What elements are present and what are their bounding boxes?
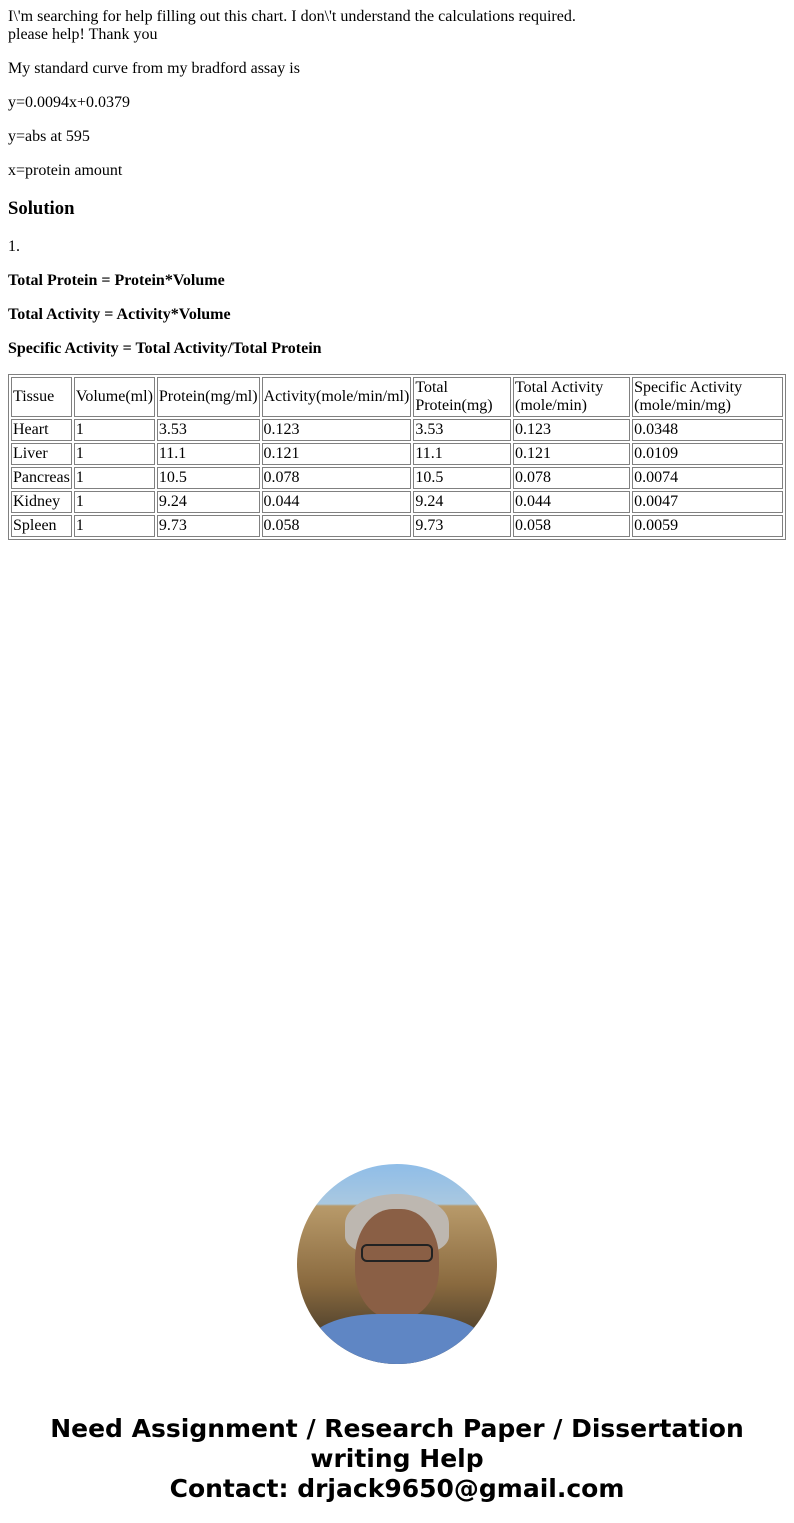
question-intro: I\'m searching for help filling out this chart. I don\'t understand the calculations required. please help! Thank you [8, 8, 576, 43]
table-cell: 1 [74, 443, 155, 465]
table-cell: 0.0074 [632, 467, 783, 489]
table-cell: 0.058 [262, 515, 412, 537]
glasses-icon [361, 1244, 433, 1262]
table-cell: 0.0109 [632, 443, 783, 465]
footer-tagline: Need Assignment / Research Paper / Dissertation writing Help [50, 1414, 744, 1473]
avatar-container [8, 1164, 786, 1364]
contact-footer [8, 1414, 786, 1504]
solution-step: 1. [8, 238, 20, 255]
table-cell: Pancreas [11, 467, 72, 489]
table-cell: Heart [11, 419, 72, 441]
table-cell: Protein(mg/ml) [157, 377, 260, 417]
table-cell: Total Protein(mg) [413, 377, 511, 417]
formula-specific-activity: Specific Activity = Total Activity/Total Protein [8, 340, 322, 357]
table-cell: 0.044 [262, 491, 412, 513]
x-definition: x=protein amount [8, 162, 123, 179]
table-cell: 0.078 [262, 467, 412, 489]
footer-contact: Contact: drjack9650@gmail.com [169, 1474, 625, 1503]
formula-total-activity: Total Activity = Activity*Volume [8, 306, 231, 323]
table-cell: 0.044 [513, 491, 630, 513]
table-cell: 0.121 [513, 443, 630, 465]
table-cell: 0.121 [262, 443, 412, 465]
table-cell: 0.0348 [632, 419, 783, 441]
curve-intro: My standard curve from my bradford assay is [8, 60, 300, 77]
y-definition: y=abs at 595 [8, 128, 90, 145]
curve-equation: y=0.0094x+0.0379 [8, 94, 131, 111]
table-row [11, 467, 783, 489]
table-cell: 3.53 [157, 419, 260, 441]
table-row [11, 515, 783, 537]
formula-total-protein: Total Protein = Protein*Volume [8, 272, 225, 289]
question-text [8, 8, 786, 180]
table-cell: Volume(ml) [74, 377, 155, 417]
table-cell: 0.123 [513, 419, 630, 441]
table-cell: Liver [11, 443, 72, 465]
table-cell: 9.73 [413, 515, 511, 537]
solution-heading: Solution [8, 198, 75, 219]
table-cell: 1 [74, 419, 155, 441]
table-cell: Total Activity (mole/min) [513, 377, 630, 417]
table-cell: 0.058 [513, 515, 630, 537]
table-row [11, 443, 783, 465]
table-cell: Kidney [11, 491, 72, 513]
table-cell: 10.5 [413, 467, 511, 489]
table-cell: 9.73 [157, 515, 260, 537]
avatar [297, 1164, 497, 1364]
table-cell: 11.1 [157, 443, 260, 465]
table-cell: 0.123 [262, 419, 412, 441]
table-cell: Spleen [11, 515, 72, 537]
table-header-row [11, 377, 783, 417]
table-cell: 1 [74, 515, 155, 537]
table-cell: 0.078 [513, 467, 630, 489]
table-cell: 0.0059 [632, 515, 783, 537]
table-cell: Activity(mole/min/ml) [262, 377, 412, 417]
table-cell: 10.5 [157, 467, 260, 489]
table-cell: Tissue [11, 377, 72, 417]
table-cell: 0.0047 [632, 491, 783, 513]
table-cell: 3.53 [413, 419, 511, 441]
table-cell: 9.24 [413, 491, 511, 513]
table-cell: 1 [74, 491, 155, 513]
table-cell: Specific Activity (mole/min/mg) [632, 377, 783, 417]
table-cell: 11.1 [413, 443, 511, 465]
table-cell: 1 [74, 467, 155, 489]
table-row [11, 419, 783, 441]
table-row [11, 491, 783, 513]
results-table [8, 374, 786, 540]
table-cell: 9.24 [157, 491, 260, 513]
